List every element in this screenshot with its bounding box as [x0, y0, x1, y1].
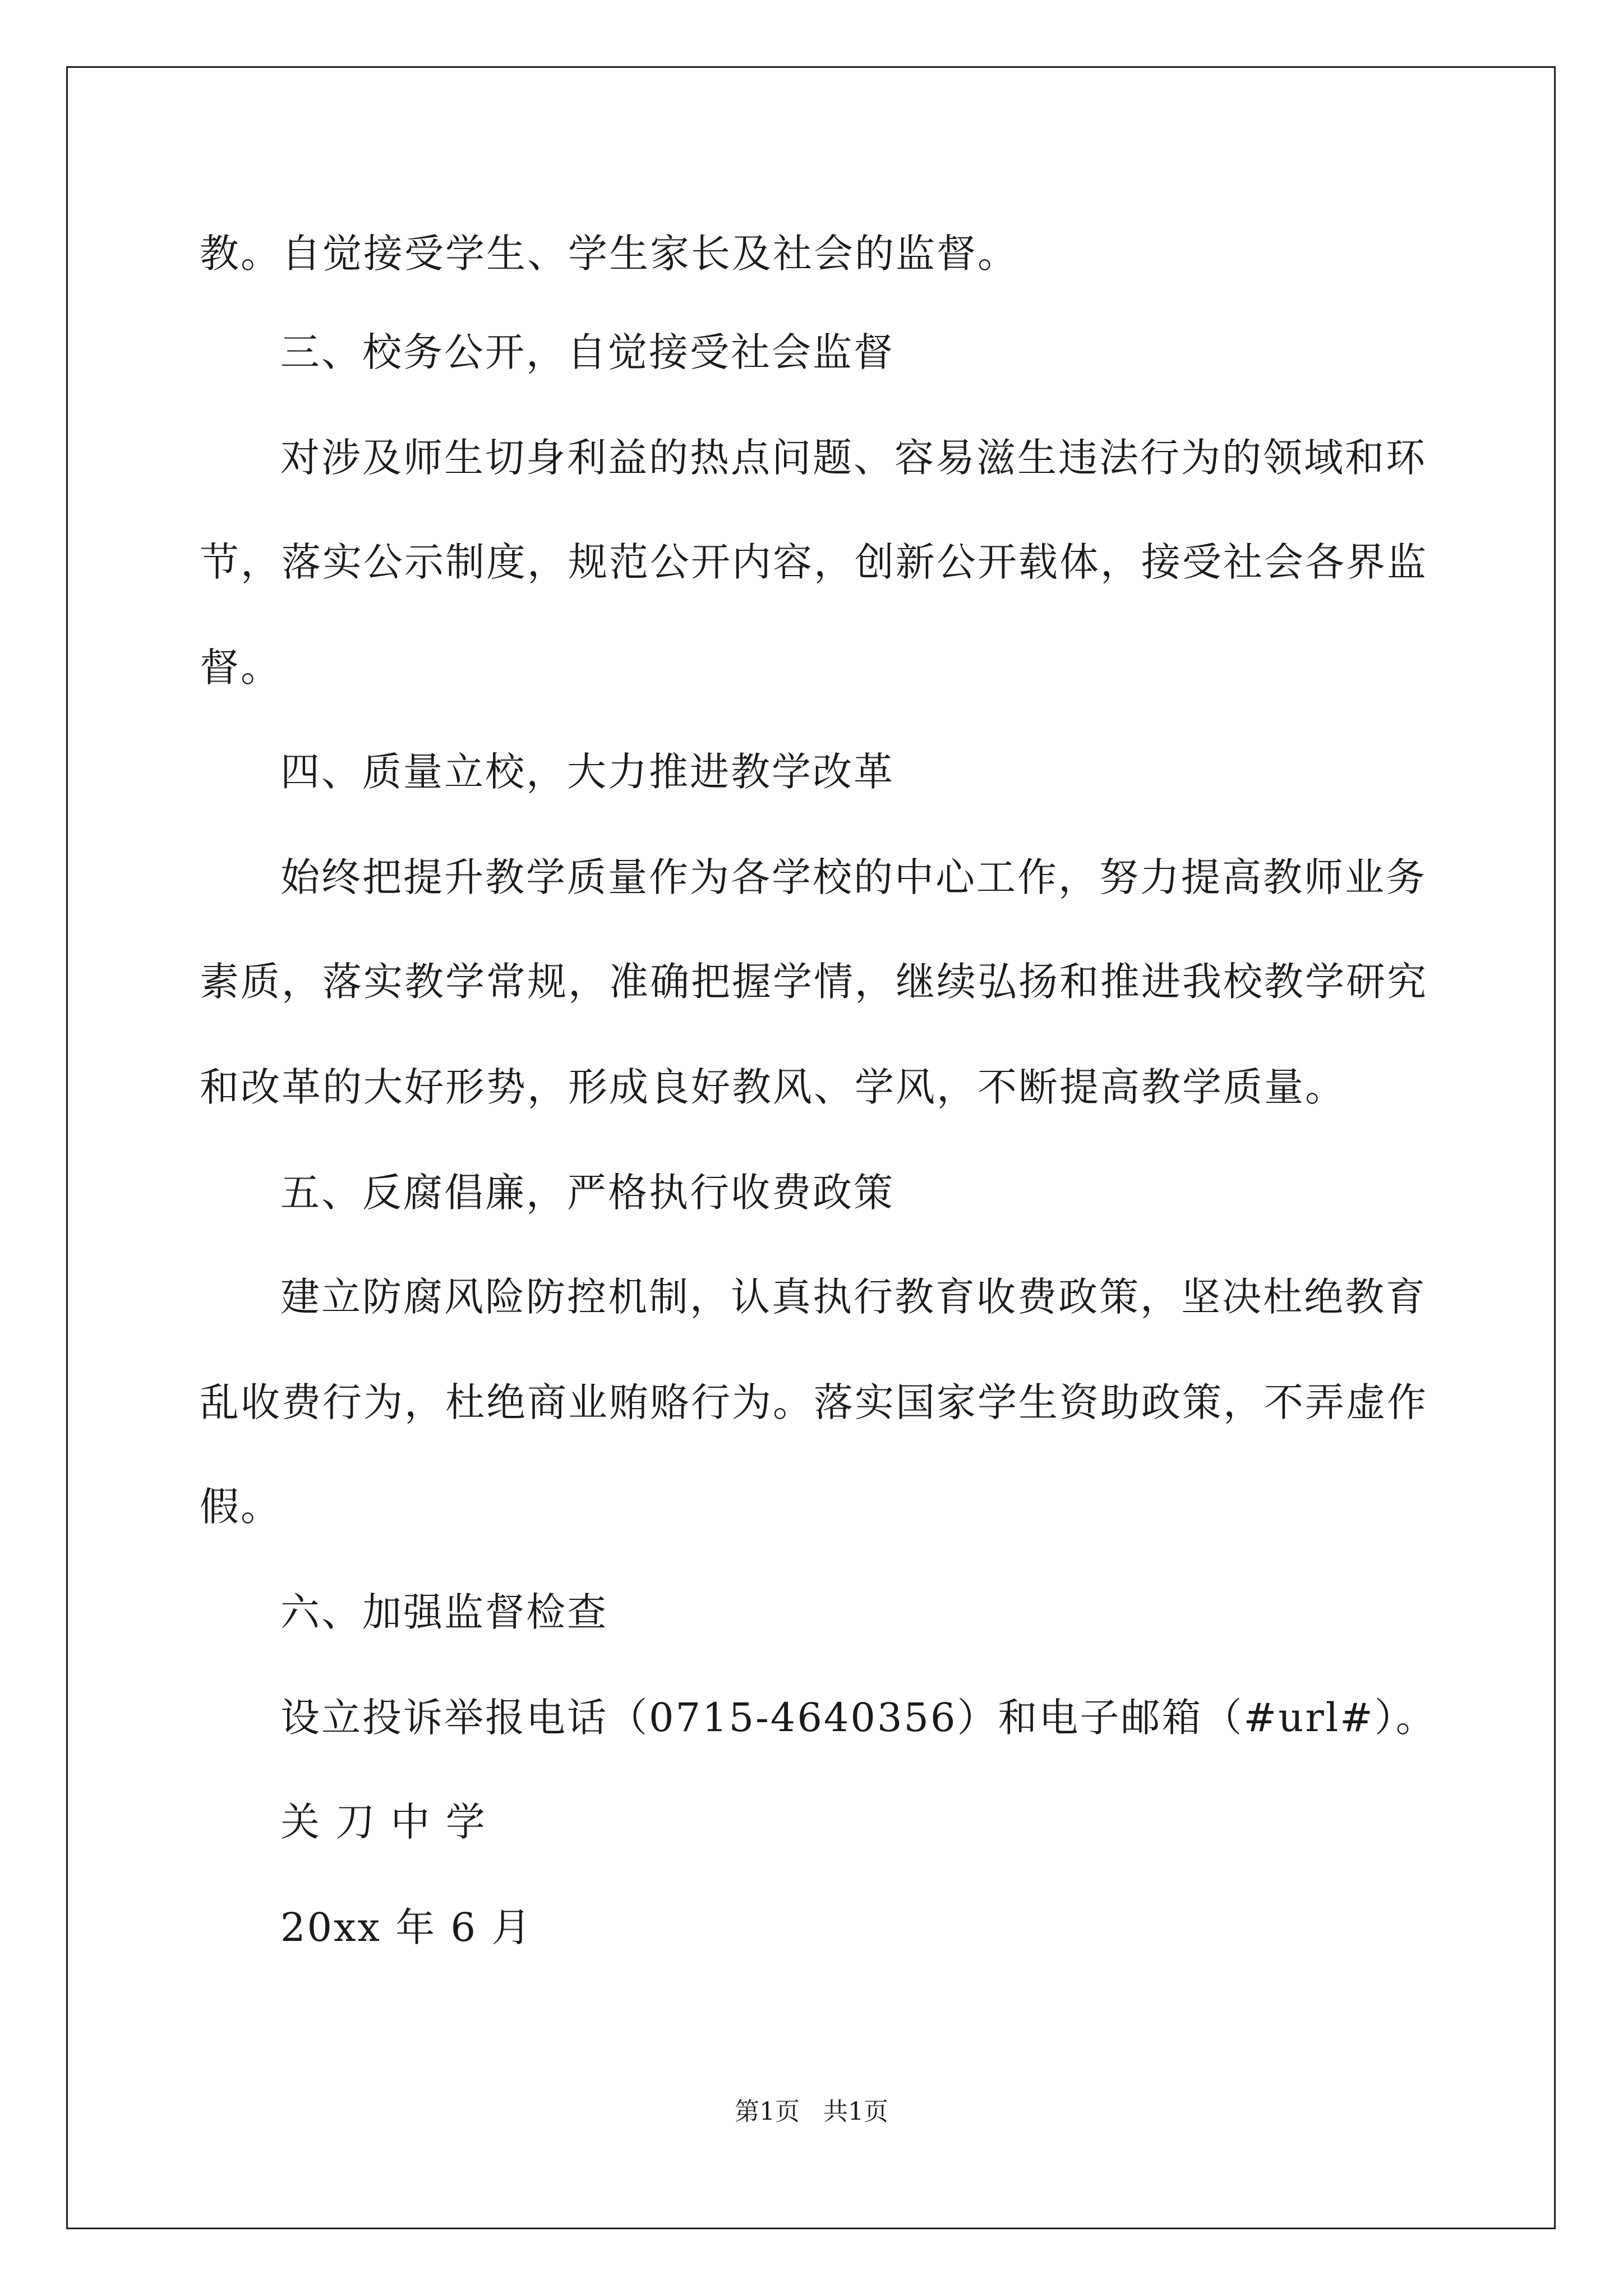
body-line-4: 节，落实公示制度，规范公开内容，创新公开载体，接受社会各界监 — [200, 539, 1428, 585]
signature-school: 关 刀 中 学 — [280, 1799, 487, 1845]
section-heading-5: 五、反腐倡廉，严格执行收费政策 — [280, 1170, 895, 1216]
body-line-8: 素质，落实教学常规，准确把握学情，继续弘扬和推进我校教学研究 — [200, 959, 1428, 1005]
body-line-3: 对涉及师生切身利益的热点问题、容易滋生违法行为的领域和环 — [280, 435, 1427, 481]
body-line-12: 乱收费行为，杜绝商业贿赂行为。落实国家学生资助政策，不弄虚作 — [200, 1379, 1428, 1425]
page-number-footer: 第1页 共1页 — [735, 2097, 888, 2126]
section-heading-4: 四、质量立校，大力推进教学改革 — [280, 749, 895, 795]
body-line-7: 始终把提升教学质量作为各学校的中心工作，努力提高教师业务 — [280, 854, 1427, 900]
body-line-11: 建立防腐风险防控机制，认真执行教育收费政策，坚决杜绝教育 — [280, 1274, 1427, 1320]
body-line-1: 教。自觉接受学生、学生家长及社会的监督。 — [200, 231, 1018, 277]
section-heading-3: 三、校务公开，自觉接受社会监督 — [280, 329, 895, 375]
section-heading-6: 六、加强监督检查 — [280, 1589, 608, 1635]
body-line-13: 假。 — [200, 1484, 282, 1530]
contact-line: 设立投诉举报电话（0715-4640356）和电子邮箱（#url#）。 — [280, 1695, 1437, 1741]
signature-date: 20xx 年 6 月 — [280, 1904, 533, 1950]
body-line-5: 督。 — [200, 645, 282, 691]
body-line-9: 和改革的大好形势，形成良好教风、学风，不断提高教学质量。 — [200, 1064, 1346, 1110]
